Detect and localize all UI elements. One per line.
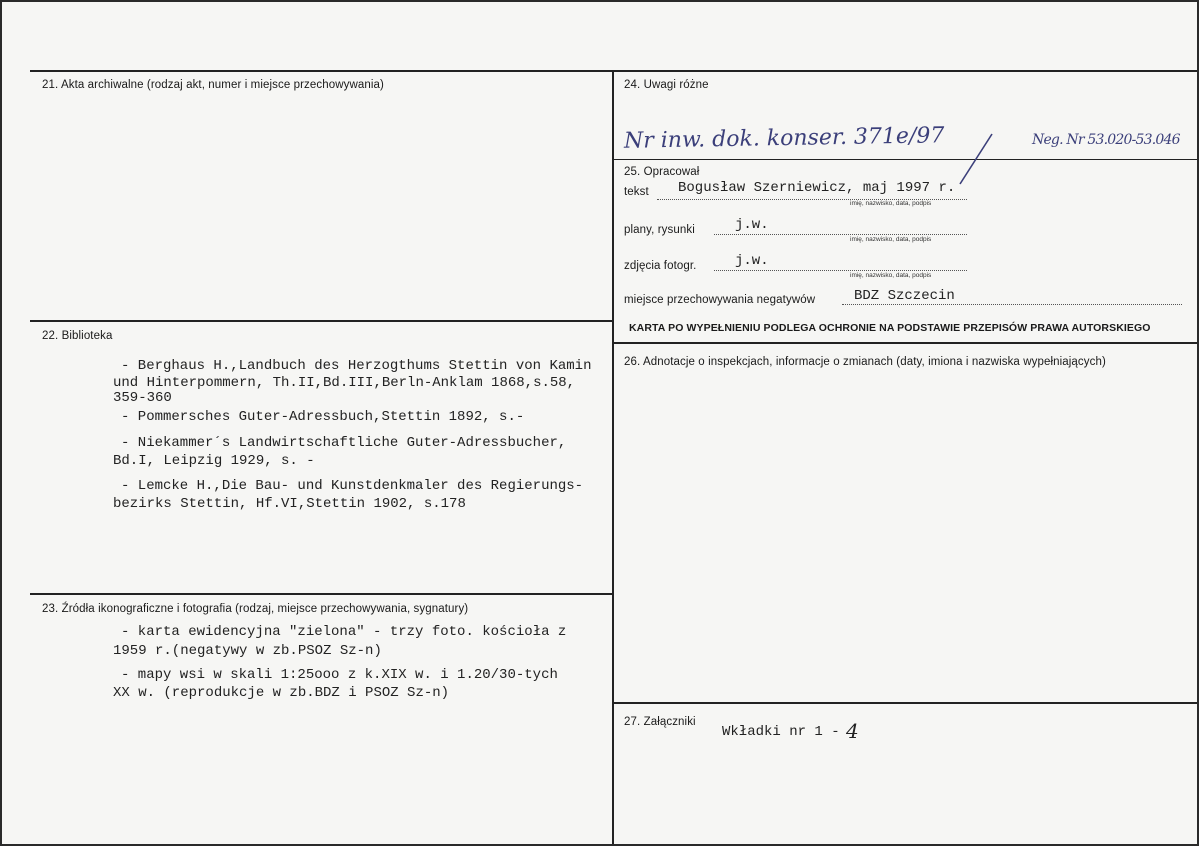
handwritten-stroke: [952, 132, 1012, 192]
section-27-label: 27. Załączniki: [624, 716, 696, 728]
negatywy-value: BDZ Szczecin: [854, 288, 955, 304]
plany-caption: imię, nazwisko, data, podpis: [850, 236, 932, 243]
top-rule: [30, 70, 1199, 72]
plany-value: j.w.: [735, 217, 769, 233]
copyright-notice: KARTA PO WYPEŁNIENIU PODLEGA OCHRONIE NA PODSTAWIE PRZEPISÓW PRAWA AUTORSKIEGO: [629, 322, 1151, 334]
bibliography-line: 359-360: [113, 390, 172, 406]
negatywy-line: [842, 304, 1182, 305]
section-24-label: 24. Uwagi różne: [624, 79, 709, 91]
bibliography-line: - Berghaus H.,Landbuch des Herzogthums Stettin von Kamin: [121, 358, 592, 374]
bibliography-line: - Pommersches Guter-Adressbuch,Stettin 1892, s.-: [121, 409, 525, 425]
attachments-value: Wkładki nr 1 -: [722, 724, 840, 740]
section-23-label: 23. Źródła ikonograficzne i fotografia (rodzaj, miejsce przechowywania, sygnatury): [42, 603, 469, 615]
attachments-handwritten-number: 4: [846, 719, 859, 743]
tekst-value: Bogusław Szerniewicz, maj 1997 r.: [678, 180, 956, 196]
iconography-line: - mapy wsi w skali 1:25ooo z k.XIX w. i 1.20/30-tych: [121, 667, 558, 683]
zdjecia-line: [714, 270, 967, 271]
zdjecia-value: j.w.: [735, 253, 769, 269]
tekst-caption: imię, nazwisko, data, podpis: [850, 200, 932, 207]
section-21-label: 21. Akta archiwalne (rodzaj akt, numer i miejsce przechowywania): [42, 79, 384, 91]
bibliography-line: - Niekammer´s Landwirtschaftliche Guter-Adressbucher,: [121, 435, 567, 451]
tekst-label: tekst: [624, 186, 649, 198]
rule-21-22: [30, 320, 613, 322]
bibliography-line: - Lemcke H.,Die Bau- und Kunstdenkmaler des Regierungs-: [121, 478, 584, 494]
zdjecia-caption: imię, nazwisko, data, podpis: [850, 272, 932, 279]
plany-label: plany, rysunki: [624, 224, 695, 236]
handwritten-negative-note: Neg. Nr 53.020-53.046: [1032, 132, 1180, 148]
bibliography-line: bezirks Stettin, Hf.VI,Stettin 1902, s.178: [113, 496, 466, 512]
section-26-label: 26. Adnotacje o inspekcjach, informacje o zmianach (daty, imiona i nazwiska wypełniających): [624, 356, 1106, 368]
bibliography-line: Bd.I, Leipzig 1929, s. -: [113, 453, 315, 469]
handwritten-inventory-note: Nr inw. dok. konser. 371e/97: [623, 123, 945, 154]
rule-22-23: [30, 593, 613, 595]
rule-25-26: [614, 342, 1199, 344]
bibliography-line: und Hinterpommern, Th.II,Bd.III,Berln-Anklam 1868,s.58,: [113, 375, 576, 391]
section-25-label: 25. Opracował: [624, 166, 700, 178]
iconography-line: XX w. (reprodukcje w zb.BDZ i PSOZ Sz-n): [113, 685, 450, 701]
iconography-line: 1959 r.(negatywy w zb.PSOZ Sz-n): [113, 643, 382, 659]
center-divider: [612, 70, 614, 846]
rule-26-27: [614, 702, 1199, 704]
negatywy-label: miejsce przechowywania negatywów: [624, 294, 816, 306]
zdjecia-label: zdjęcia fotogr.: [624, 260, 697, 272]
section-22-label: 22. Biblioteka: [42, 330, 113, 342]
rule-24-25: [614, 159, 1199, 160]
plany-line: [714, 234, 967, 235]
iconography-line: - karta ewidencyjna "zielona" - trzy foto. kościoła z: [121, 624, 567, 640]
